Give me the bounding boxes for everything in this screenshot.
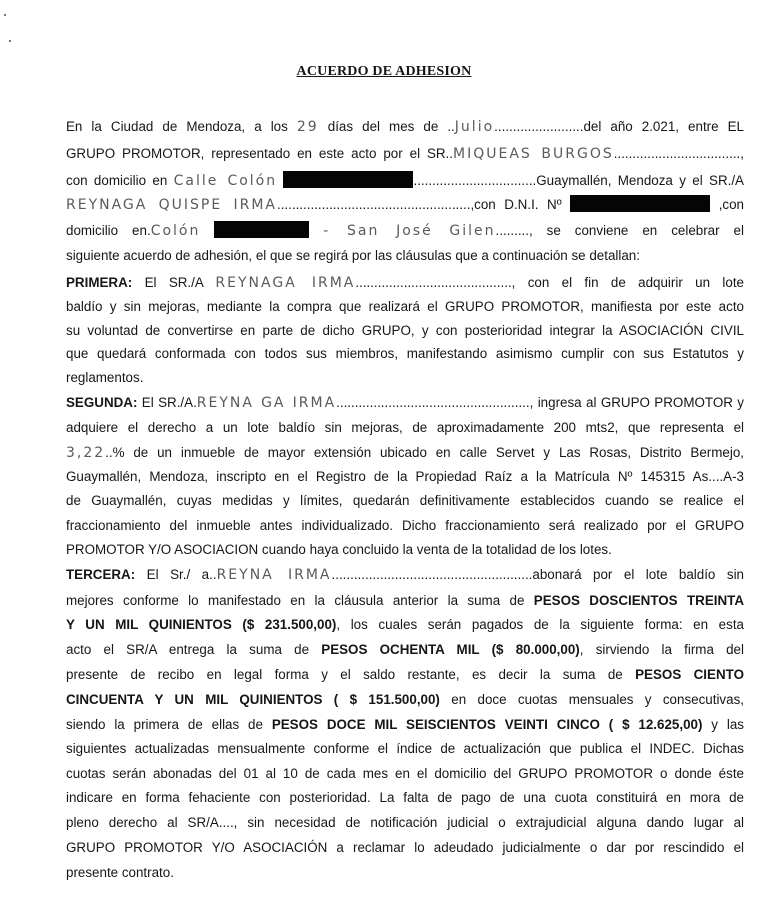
text-run: indicare en forma fehaciente con posterioridad. La falta de pago de una cuota constituirá en mora de — [66, 790, 744, 805]
text-line — [66, 539, 744, 561]
text-line — [66, 490, 744, 512]
text-line — [66, 392, 744, 414]
text-run: siguientes actualizadas mensualmente conforme el índice de actualización que publica el INDEC. Dichas — [66, 741, 744, 756]
text-run: pleno derecho al SR/A...., sin necesidad de notificación judicial o extrajudicial alguna dando lugar al — [66, 815, 744, 830]
text-run: ..% de un inmueble de mayor extensión ubicado en calle Servet y Las Rosas, Distrito Bermejo, — [105, 445, 744, 460]
text-line — [66, 296, 744, 318]
text-run: días del mes de .. — [318, 119, 455, 134]
text-run: siguiente acuerdo de adhesión, el que se regirá por las cláusulas que a continuación se detallan: — [66, 248, 640, 263]
bold-text: PESOS CIENTO — [635, 667, 744, 682]
text-line — [66, 245, 744, 267]
text-line — [66, 220, 744, 242]
text-run — [200, 223, 214, 238]
text-line — [66, 272, 744, 294]
bold-text: PESOS DOCE MIL SEISCIENTOS VEINTI CINCO ( $ 12.625,00) — [271, 717, 703, 732]
document-title: ACUERDO DE ADHESION — [296, 64, 472, 79]
text-run: ,con — [710, 197, 744, 212]
text-run — [309, 223, 323, 238]
handwritten-entry: Colón — [150, 223, 201, 239]
text-run: acto el SR/A entrega la suma de — [66, 642, 322, 657]
text-run: con domicilio en — [66, 173, 174, 188]
handwritten-entry: REYNA IRMA — [216, 567, 332, 583]
bold-text: PRIMERA: — [66, 275, 133, 290]
handwritten-entry: Julio — [454, 119, 495, 135]
text-line — [66, 194, 744, 216]
text-run: .................................Guaymallén, Mendoza y el SR./A — [413, 173, 744, 188]
text-line — [66, 564, 744, 586]
text-run: que quedará conformada con todos sus miembros, manifestando asimismo cumplir con sus Estatutos y — [66, 346, 744, 361]
text-run: En la Ciudad de Mendoza, a los — [66, 119, 297, 134]
handwritten-entry: REYNAGA QUISPE IRMA — [66, 197, 277, 213]
text-line — [66, 689, 744, 711]
text-run: .................................., — [613, 146, 744, 161]
text-line — [66, 862, 744, 884]
text-run: siendo la primera de ellas de — [66, 717, 272, 732]
text-run: cuotas serán abonadas del 01 al 10 de cada mes en el domicilio del GRUPO PROMOTOR o donde éste — [66, 766, 744, 781]
text-run: baldío y sin mejoras, mediante la compra que realizará el GRUPO PROMOTOR, manifiesta por este acto — [66, 299, 744, 314]
scan-speck — [4, 14, 6, 16]
bold-text: CINCUENTA Y UN MIL QUINIENTOS ( $ 151.500,00) — [66, 692, 440, 707]
text-line — [66, 170, 744, 192]
text-run: adquiere el derecho a un lote baldío sin mejoras, de aproximadamente 200 mts2, que representa el — [66, 420, 744, 435]
scan-speck — [9, 40, 11, 42]
text-line — [66, 738, 744, 760]
text-line — [66, 714, 744, 736]
redaction-bar — [214, 221, 309, 238]
bold-text: PESOS OCHENTA MIL ($ 80.000,00) — [321, 642, 580, 657]
bold-text: PESOS DOSCIENTOS TREINTA — [533, 593, 744, 608]
text-run: ........., se conviene en celebrar el — [495, 223, 744, 238]
text-line — [66, 343, 744, 365]
text-line — [66, 812, 744, 834]
text-line — [66, 320, 744, 342]
text-run: su voluntad de convertirse en parte de dicho GRUPO, y con posterioridad integrar la ASOCIACIÓN CIVIL — [66, 323, 744, 338]
text-run: PROMOTOR Y/O ASOCIACION cuando haya concluido la venta de la totalidad de los lotes. — [66, 542, 612, 557]
text-line — [66, 763, 744, 785]
text-run: mejores conforme lo manifestado en la cláusula anterior la suma de — [66, 593, 534, 608]
handwritten-entry: Calle Colón — [173, 173, 278, 189]
text-run: ....................................................,con D.N.I. Nº — [276, 197, 571, 212]
text-run: GRUPO PROMOTOR, representado en este acto por el SR.. — [66, 146, 453, 161]
handwritten-entry: - San José Gilen — [323, 223, 496, 239]
text-run: Guaymallén, Mendoza, inscripto en el Registro de la Propiedad Raíz a la Matrícula Nº 145315 As....A-3 — [66, 469, 744, 484]
handwritten-entry: REYNA GA IRMA — [196, 395, 337, 411]
text-run: ......................................................abonará por el lote baldío sin — [331, 567, 744, 582]
bold-text: Y UN MIL QUINIENTOS ($ 231.500,00) — [66, 617, 337, 632]
text-line — [66, 639, 744, 661]
text-line — [66, 590, 744, 612]
text-run: .........................................., con el fin de adquirir un lote — [355, 275, 744, 290]
text-run: El SR./A — [132, 275, 216, 290]
bold-text: SEGUNDA: — [66, 395, 138, 410]
text-run: y las — [702, 717, 744, 732]
handwritten-entry: 3,22 — [66, 445, 106, 461]
redaction-bar — [570, 195, 710, 212]
text-run: reglamentos. — [66, 370, 144, 385]
text-run: El Sr./ a.. — [135, 567, 217, 582]
text-run: domicilio en. — [66, 223, 151, 238]
text-line — [66, 367, 744, 389]
text-line — [66, 466, 744, 488]
text-line — [66, 143, 744, 165]
text-run: ........................del año 2.021, entre EL — [494, 119, 744, 134]
bold-text: TERCERA: — [66, 567, 136, 582]
text-run: de Guaymallén, cuyas medidas y límites, quedarán definitivamente establecidos cuando se realice el — [66, 493, 744, 508]
text-run: presente contrato. — [66, 865, 174, 880]
text-run: presente de recibo en legal forma y el saldo restante, es decir la suma de — [66, 667, 636, 682]
handwritten-entry: 29 — [296, 119, 319, 135]
text-line — [66, 116, 744, 138]
text-run: El SR./A. — [137, 395, 197, 410]
text-run: ...................................................., ingresa al GRUPO PROMOTOR y — [336, 395, 744, 410]
text-run: fraccionamiento del inmueble antes individualizado. Dicho fraccionamiento será realizado por el GRUPO — [66, 518, 744, 533]
text-run: , sirviendo la firma del — [579, 642, 744, 657]
redaction-bar — [283, 171, 413, 188]
text-line — [66, 787, 744, 809]
text-run: , los cuales serán pagados de la siguiente forma: en esta — [336, 617, 744, 632]
text-line — [66, 442, 744, 464]
text-line — [66, 614, 744, 636]
handwritten-entry: MIQUEAS BURGOS — [453, 146, 614, 162]
text-run: en doce cuotas mensuales y consecutivas, — [439, 692, 744, 707]
text-line — [66, 515, 744, 537]
text-run: GRUPO PROMOTOR Y/O ASOCIACIÓN a reclamar lo adeudado judicialmente o dar por rescindido el — [66, 840, 744, 855]
handwritten-entry: REYNAGA IRMA — [215, 275, 356, 291]
text-line — [66, 417, 744, 439]
text-line — [66, 837, 744, 859]
text-line — [66, 664, 744, 686]
